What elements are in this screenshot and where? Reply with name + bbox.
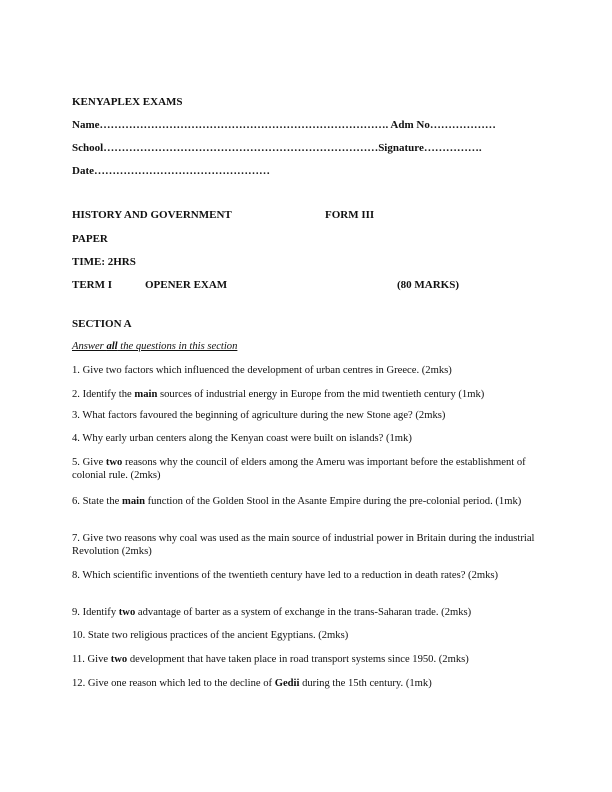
subject-title: HISTORY AND GOVERNMENT xyxy=(72,209,232,221)
name-label: Name xyxy=(72,119,100,131)
signature-field[interactable]: ……………. xyxy=(423,142,482,154)
question-11: 11. Give two development that have taken place in road transport systems since 1950. (2mks) xyxy=(72,654,469,665)
term-label: TERM I xyxy=(72,279,113,291)
question-6: 6. State the main function of the Golden Stool in the Asante Empire during the pre-colonial period. (1mk) xyxy=(72,496,522,507)
question-12: 12. Give one reason which led to the decline of Gedii during the 15th century. (1mk) xyxy=(72,678,432,689)
date-label: Date xyxy=(72,165,94,177)
exam-org-title: KENYAPLEX EXAMS xyxy=(72,96,183,108)
question-4: 4. Why early urban centers along the Kenyan coast were built on islands? (1mk) xyxy=(72,433,412,444)
question-5: 5. Give two reasons why the council of elders among the Ameru was important before the establishment of colonial rule. (2mks) xyxy=(72,457,526,482)
question-3: 3. What factors favoured the beginning of agriculture during the new Stone age? (2mks) xyxy=(72,410,446,421)
exam-type-label: OPENER EXAM xyxy=(145,279,228,291)
school-line xyxy=(72,142,482,155)
total-marks-label: (80 MARKS) xyxy=(397,279,460,291)
date-line xyxy=(72,165,270,178)
question-1: 1. Give two factors which influenced the development of urban centres in Greece. (2mks) xyxy=(72,365,452,376)
time-label: TIME: 2HRS xyxy=(72,256,136,268)
paper-label: PAPER xyxy=(72,233,108,245)
adm-no-label: Adm No xyxy=(390,119,430,131)
question-7: 7. Give two reasons why coal was used as the main source of industrial power in Britain during the industrial Revolution (2mks) xyxy=(72,533,535,558)
school-label: School xyxy=(72,142,104,154)
name-field[interactable]: ……………………………………………………………………. xyxy=(99,119,389,131)
form-label: FORM III xyxy=(325,209,375,221)
signature-label: Signature xyxy=(378,142,424,154)
section-instructions: Answer all the questions in this section xyxy=(72,341,238,352)
school-field[interactable]: ………………………………………………………………… xyxy=(103,142,379,154)
question-9: 9. Identify two advantage of barter as a system of exchange in the trans-Saharan trade. (2mks) xyxy=(72,607,472,618)
date-field[interactable]: ………………………………………… xyxy=(94,165,270,177)
question-2: 2. Identify the main sources of industrial energy in Europe from the mid twentieth century (1mk) xyxy=(72,389,485,400)
question-10: 10. State two religious practices of the ancient Egyptians. (2mks) xyxy=(72,630,349,641)
name-line xyxy=(72,119,496,132)
question-8: 8. Which scientific inventions of the twentieth century have led to a reduction in death rates? (2mks) xyxy=(72,570,499,581)
adm-no-field[interactable]: ……………… xyxy=(429,119,496,131)
section-title: SECTION A xyxy=(72,318,132,330)
